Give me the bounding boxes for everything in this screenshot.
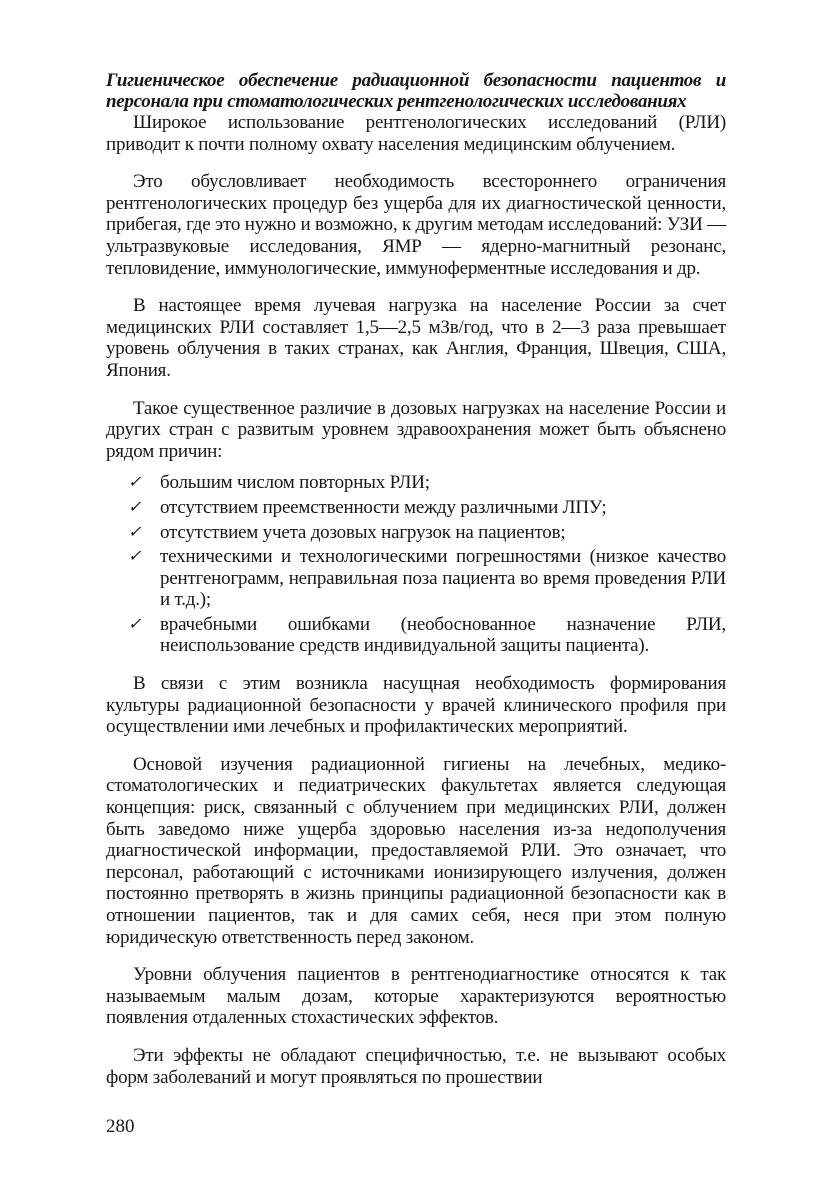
list-item (106, 614, 726, 657)
paragraph: Такое существенное различие в дозовых нагрузках на население России и других стран с развитым уровнем здравоохранения может быть объяснено рядом причин: (106, 397, 726, 462)
paragraph: Основой изучения радиационной гигиены на лечебных, медико-стоматологических и педиатрических факультетах является следующая концепция: риск, связанный с облучением при медицинских РЛИ, должен быть заведомо ниже ущерба здоровью населения из-за недополучения диагностической информации, предоставляемой РЛИ. Это означает, что персонал, работающий с источниками ионизирующего излучения, должен постоянно претворять в жизнь принципы радиационной безопасности как в отношении пациентов, так и для самих себя, неся при этом полную юридическую ответственность перед законом. (106, 753, 726, 948)
list-item-text: большим числом повторных РЛИ; (160, 472, 430, 494)
list-item-text: врачебными ошибками (необоснованное назначение РЛИ, неиспользование средств индивидуальной защиты пациента). (160, 613, 726, 657)
list-item (106, 497, 726, 519)
checkmark-icon: ✓ (128, 548, 142, 566)
list-item-text: отсутствием преемственности между различными ЛПУ; (160, 496, 607, 518)
checkmark-icon: ✓ (128, 498, 142, 516)
document-page (106, 70, 726, 1088)
paragraph: Это обусловливает необходимость всестороннего ограничения рентгенологических процедур без ущерба для их диагностической ценности, прибегая, где это нужно и возможно, к другим методам исследований: УЗИ — ультразвуковые исследования, ЯМР — ядерно-магнитный резонанс, тепловидение, иммунологические, иммуноферментные исследования и др. (106, 171, 726, 279)
list-item (106, 546, 726, 611)
checkmark-icon: ✓ (128, 523, 142, 541)
paragraph: В настоящее время лучевая нагрузка на население России за счет медицинских РЛИ составляет 1,5—2,5 мЗв/год, что в 2—3 раза превышает уровень облучения в таких странах, как Англия, Франция, Швеция, США, Япония. (106, 295, 726, 381)
list-item (106, 472, 726, 494)
list-item-text: техническими и технологическими погрешностями (низкое качество рентгенограмм, неправильная поза пациента во время проведения РЛИ и т.д.); (160, 546, 726, 611)
page-number: 280 (106, 1116, 135, 1137)
paragraph: Уровни облучения пациентов в рентгенодиагностике относятся к так называемым малым дозам, которые характеризуются вероятностью появления отдаленных стохастических эффектов. (106, 964, 726, 1029)
checkmark-icon: ✓ (128, 615, 142, 633)
list-item (106, 522, 726, 544)
reasons-list (106, 472, 726, 657)
checkmark-icon: ✓ (128, 474, 142, 492)
paragraph: Широкое использование рентгенологических исследований (РЛИ) приводит к почти полному охвату населения медицинским облучением. (106, 112, 726, 155)
list-item-text: отсутствием учета дозовых нагрузок на пациентов; (160, 521, 566, 543)
section-heading: Гигиеническое обеспечение радиационной безопасности пациентов и персонала при стоматологических рентгенологических исследованиях (106, 70, 726, 112)
paragraph: Эти эффекты не обладают специфичностью, т.е. не вызывают особых форм заболеваний и могут проявляться по прошествии (106, 1044, 726, 1088)
paragraph: В связи с этим возникла насущная необходимость формирования культуры радиационной безопасности у врачей клинического профиля при осуществлении ими лечебных и профилактических мероприятий. (106, 673, 726, 738)
